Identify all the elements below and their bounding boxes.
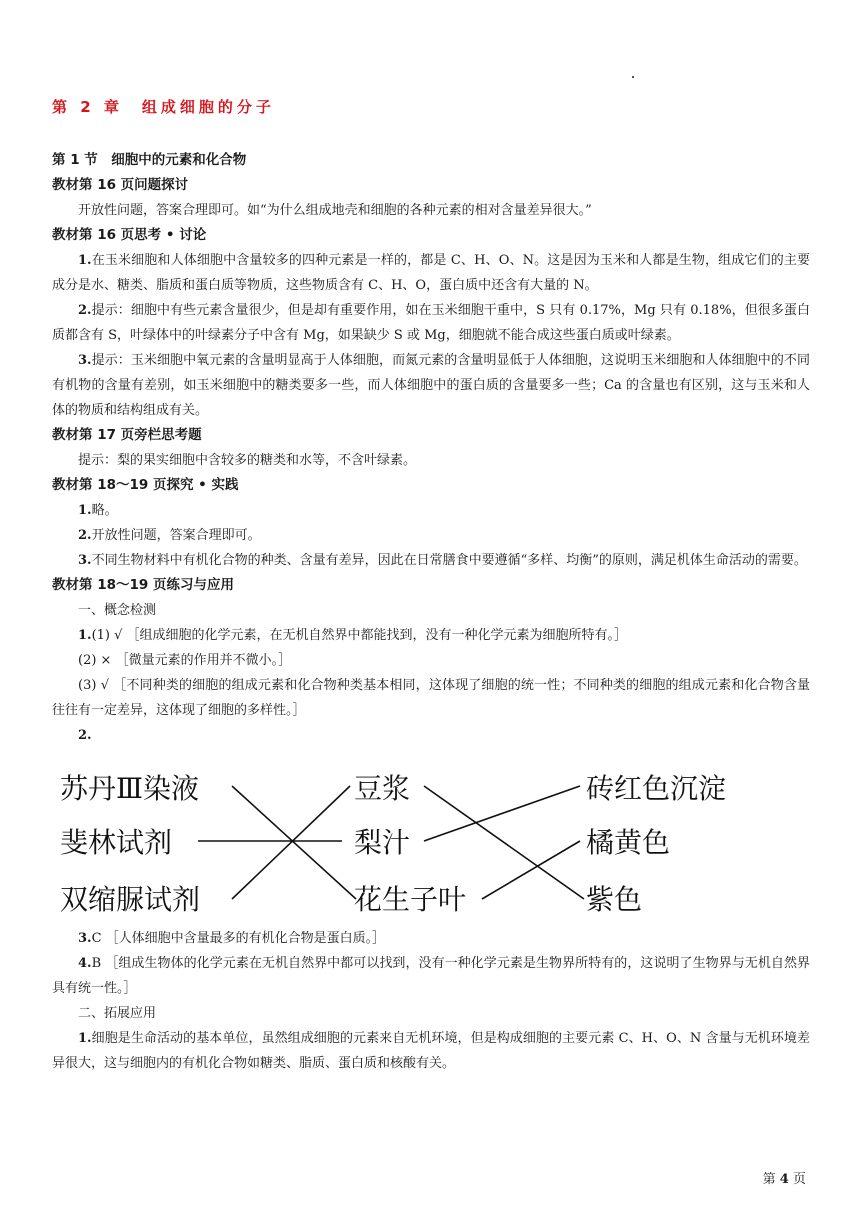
- color-label: 橘黄色: [586, 826, 671, 859]
- list-item: [52, 1026, 810, 1076]
- subsection-title: 一、概念检测: [78, 603, 157, 618]
- list-item: [52, 623, 810, 648]
- item-text: (1) √ ［组成细胞的化学元素，在无机自然界中都能找到，没有一种化学元素为细胞所特有。］: [91, 628, 628, 643]
- item-number: 1.: [78, 503, 92, 518]
- line-pear-to-brickred: [424, 786, 580, 841]
- block-heading: 教材第 17 页旁栏思考题: [52, 427, 202, 443]
- page-content: [52, 148, 810, 1076]
- material-label: 花生子叶: [354, 883, 467, 916]
- color-label: 紫色: [586, 883, 643, 916]
- item-number: 1.: [78, 628, 92, 643]
- item-number: 4.: [78, 956, 92, 971]
- reagent-label: 双缩脲试剂: [60, 883, 201, 916]
- item-number: 1.: [78, 253, 92, 268]
- item-text: 提示：细胞中有些元素含量很少，但是却有重要作用，如在玉米细胞干重中，S 只有 0.17%，Mg 只有 0.18%，但很多蛋白质都含有 S，叶绿体中的叶绿素分子中含有 Mg，如果缺少 S 或 Mg，细胞就不能合成这些蛋白质或叶绿素。: [52, 303, 810, 343]
- line-peanut-to-orange: [482, 841, 580, 899]
- reagent-label: 斐林试剂: [60, 826, 173, 859]
- list-item: [52, 248, 810, 298]
- item-number: 3.: [78, 931, 92, 946]
- list-item: [52, 723, 810, 748]
- page-footer: [763, 1168, 806, 1187]
- footer-prefix: 第: [762, 1172, 776, 1187]
- block-heading: 教材第 16 页思考 • 讨论: [52, 227, 207, 243]
- block-heading: 教材第 18～19 页探究 • 实践: [52, 477, 239, 493]
- list-item: [52, 498, 810, 523]
- list-item: [52, 673, 810, 723]
- material-label: 梨汁: [354, 826, 411, 859]
- item-text: 开放性问题，答案合理即可。: [91, 528, 261, 543]
- page-number: 4: [779, 1172, 789, 1187]
- item-text: 提示：玉米细胞中氧元素的含量明显高于人体细胞，而氮元素的含量明显低于人体细胞，这说明玉米细胞和人体细胞中的不同有机物的含量有差别，如玉米细胞中的糖类要多一些，而人体细胞中的蛋白质的含量要多一些；Ca 的含量也有区别，这与玉米和人体的物质和结构组成有关。: [52, 353, 810, 418]
- list-item: [52, 951, 810, 1001]
- list-item: [52, 348, 810, 423]
- section-title: 第 1 节 细胞中的元素和化合物: [52, 152, 247, 168]
- list-item: [52, 926, 810, 951]
- paragraph: 开放性问题，答案合理即可。如“为什么组成地壳和细胞的各种元素的相对含量差异很大。”: [78, 203, 592, 218]
- item-text: C ［人体细胞中含量最多的有机化合物是蛋白质。］: [91, 931, 386, 946]
- list-item: [52, 298, 810, 348]
- item-number: 2.: [78, 303, 92, 318]
- item-number: 3.: [78, 553, 92, 568]
- item-text: 略。: [91, 503, 118, 518]
- list-item: [52, 648, 810, 673]
- item-text: 在玉米细胞和人体细胞中含量较多的四种元素是一样的，都是 C、H、O、N。这是因为玉米和人都是生物，组成它们的主要成分是水、糖类、脂质和蛋白质等物质，这些物质含有 C、H、O，蛋白质中还含有大量的 N。: [52, 253, 810, 293]
- item-text: (3) √ ［不同种类的细胞的组成元素和化合物种类基本相同，这体现了细胞的统一性；不同种类的细胞的组成元素和化合物含量往往有一定差异，这体现了细胞的多样性。］: [52, 678, 810, 718]
- item-number: 2.: [78, 528, 92, 543]
- item-text: 不同生物材料中有机化合物的种类、含量有差异，因此在日常膳食中要遵循“多样、均衡”的原则，满足机体生命活动的需要。: [91, 553, 807, 568]
- item-number: 2.: [78, 728, 92, 743]
- list-item: [52, 548, 810, 573]
- scan-artifact-dot: [632, 76, 634, 78]
- block-heading: 教材第 16 页问题探讨: [52, 177, 189, 193]
- color-label: 砖红色沉淀: [586, 772, 727, 805]
- item-number: 3.: [78, 353, 92, 368]
- item-text: (2) × ［微量元素的作用并不微小。］: [78, 653, 292, 668]
- list-item: [52, 523, 810, 548]
- block-heading: 教材第 18～19 页练习与应用: [52, 577, 234, 593]
- item-text: 细胞是生命活动的基本单位，虽然组成细胞的元素来自无机环境，但是构成细胞的主要元素 C、H、O、N 含量与无机环境差异很大，这与细胞内的有机化合物如糖类、脂质、蛋白质和核酸有关。: [52, 1031, 810, 1071]
- chapter-title: 第 2 章 组成细胞的分子: [52, 98, 275, 116]
- reagent-label: 苏丹Ⅲ染液: [60, 772, 200, 805]
- paragraph: 提示：梨的果实细胞中含较多的糖类和水等，不含叶绿素。: [78, 453, 417, 468]
- item-number: 1.: [78, 1031, 92, 1046]
- subsection-title: 二、拓展应用: [78, 1006, 157, 1021]
- material-label: 豆浆: [354, 772, 411, 805]
- footer-suffix: 页: [792, 1172, 806, 1187]
- matching-diagram: [52, 752, 810, 924]
- item-text: B ［组成生物体的化学元素在无机自然界中都可以找到，没有一种化学元素是生物界所特有的，这说明了生物界与无机自然界具有统一性。］: [52, 956, 810, 996]
